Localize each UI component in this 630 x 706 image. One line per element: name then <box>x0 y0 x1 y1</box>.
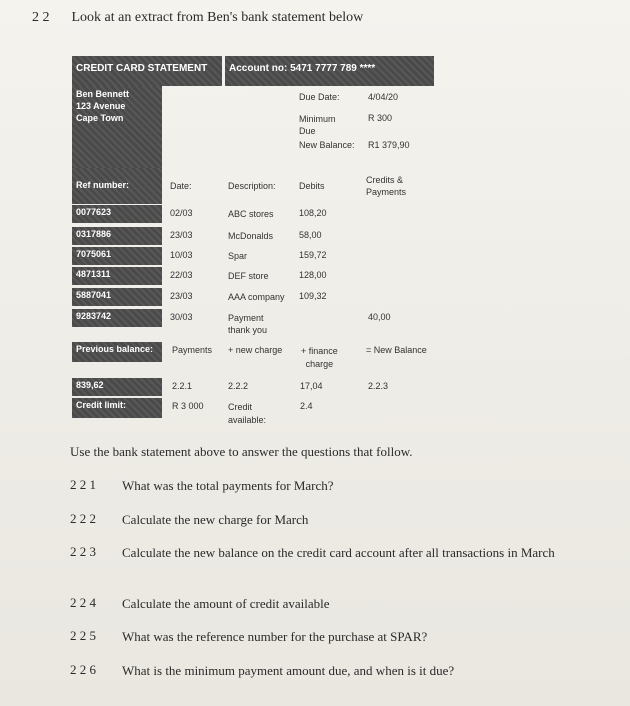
description-cell: DEF store <box>228 271 269 281</box>
question-text: What was the total payments for March? <box>122 478 334 493</box>
question-text: Calculate the amount of credit available <box>122 596 330 611</box>
date-cell: 10/03 <box>170 250 193 260</box>
col-debits-header: Debits <box>299 181 325 191</box>
debit-cell: 108,20 <box>299 208 327 218</box>
debit-cell: 109,32 <box>299 291 327 301</box>
ref-number-cell: 7075061 <box>72 247 162 265</box>
finance-charge-label: + finance charge <box>301 346 338 369</box>
answer-slot-221: 2.2.1 <box>172 381 193 391</box>
previous-balance-label: Previous balance: <box>72 342 162 362</box>
question-text: Calculate the new balance on the credit card account after all transactions in March <box>122 545 555 560</box>
question-number: 2 2 3 <box>70 544 96 559</box>
date-cell: 30/03 <box>170 312 193 322</box>
minimum-due-value: R 300 <box>368 113 393 123</box>
debit-cell: 159,72 <box>299 250 327 260</box>
customer-name: Ben Bennett <box>76 89 130 99</box>
credit-limit-label: Credit limit: <box>72 398 162 418</box>
due-date-label: Due Date: <box>299 92 340 102</box>
answer-slot-222: 2.2.2 <box>228 381 249 391</box>
question-number: 2 2 6 <box>70 662 96 677</box>
finance-charge-value: 17,04 <box>300 381 323 391</box>
credit-cell: 40,00 <box>368 312 391 322</box>
answer-slot-224: 2.4 <box>300 401 313 411</box>
date-cell: 22/03 <box>170 270 193 280</box>
question-heading <box>32 10 363 26</box>
new-balance-label: New Balance: <box>299 140 355 150</box>
instruction-text: Use the bank statement above to answer the questions that follow. <box>70 444 413 459</box>
answer-slot-223: 2.2.3 <box>368 381 389 391</box>
description-cell: Spar <box>228 251 248 261</box>
ref-number-cell: 0317886 <box>72 227 162 245</box>
ref-number-cell: 9283742 <box>72 309 162 327</box>
question-text: Calculate the new charge for March <box>122 512 309 527</box>
col-credits-header: Credits & Payments <box>366 175 407 197</box>
col-date-header: Date: <box>170 181 192 191</box>
debit-cell: 128,00 <box>299 270 327 280</box>
due-date-value: 4/04/20 <box>368 92 399 102</box>
minimum-due-label: Minimum Due <box>299 114 336 136</box>
new-balance-formula: = New Balance <box>366 345 427 355</box>
question-number: 2 2 4 <box>70 595 96 610</box>
question-text: What is the minimum payment amount due, and when is it due? <box>122 663 455 678</box>
question-text: What was the reference number for the purchase at SPAR? <box>122 629 428 644</box>
previous-balance-value: 839,62 <box>72 378 162 396</box>
payments-label: Payments <box>172 345 213 355</box>
date-cell: 23/03 <box>170 230 193 240</box>
debit-cell: 58,00 <box>299 230 322 240</box>
description-cell: ABC stores <box>228 209 274 219</box>
ref-number-cell: 4871311 <box>72 267 162 285</box>
new-charge-label: + new charge <box>228 345 283 355</box>
ref-number-cell: 0077623 <box>72 205 162 223</box>
account-number: Account no: 5471 7777 789 **** <box>225 56 434 86</box>
question-number: 2 2 1 <box>70 477 96 492</box>
credit-limit-value: R 3 000 <box>172 401 204 411</box>
question-number: 2 2 5 <box>70 628 96 643</box>
description-cell: AAA company <box>228 292 285 302</box>
credit-available-label: Credit available: <box>228 402 267 425</box>
col-description-header: Description: <box>228 181 276 191</box>
customer-street: 123 Avenue <box>76 101 126 111</box>
customer-city: Cape Town <box>76 113 124 123</box>
date-cell: 23/03 <box>170 291 193 301</box>
heading-number: 2 2 <box>32 10 50 25</box>
heading-text: Look at an extract from Ben's bank statement below <box>71 10 364 25</box>
ref-number-cell: 5887041 <box>72 288 162 306</box>
col-ref-header: Ref number: <box>72 168 162 204</box>
description-cell: Payment thank you <box>228 313 268 335</box>
statement-title: CREDIT CARD STATEMENT <box>72 56 222 86</box>
new-balance-value: R1 379,90 <box>368 140 410 150</box>
description-cell: McDonalds <box>228 231 274 241</box>
date-cell: 02/03 <box>170 208 193 218</box>
question-number: 2 2 2 <box>70 511 96 526</box>
